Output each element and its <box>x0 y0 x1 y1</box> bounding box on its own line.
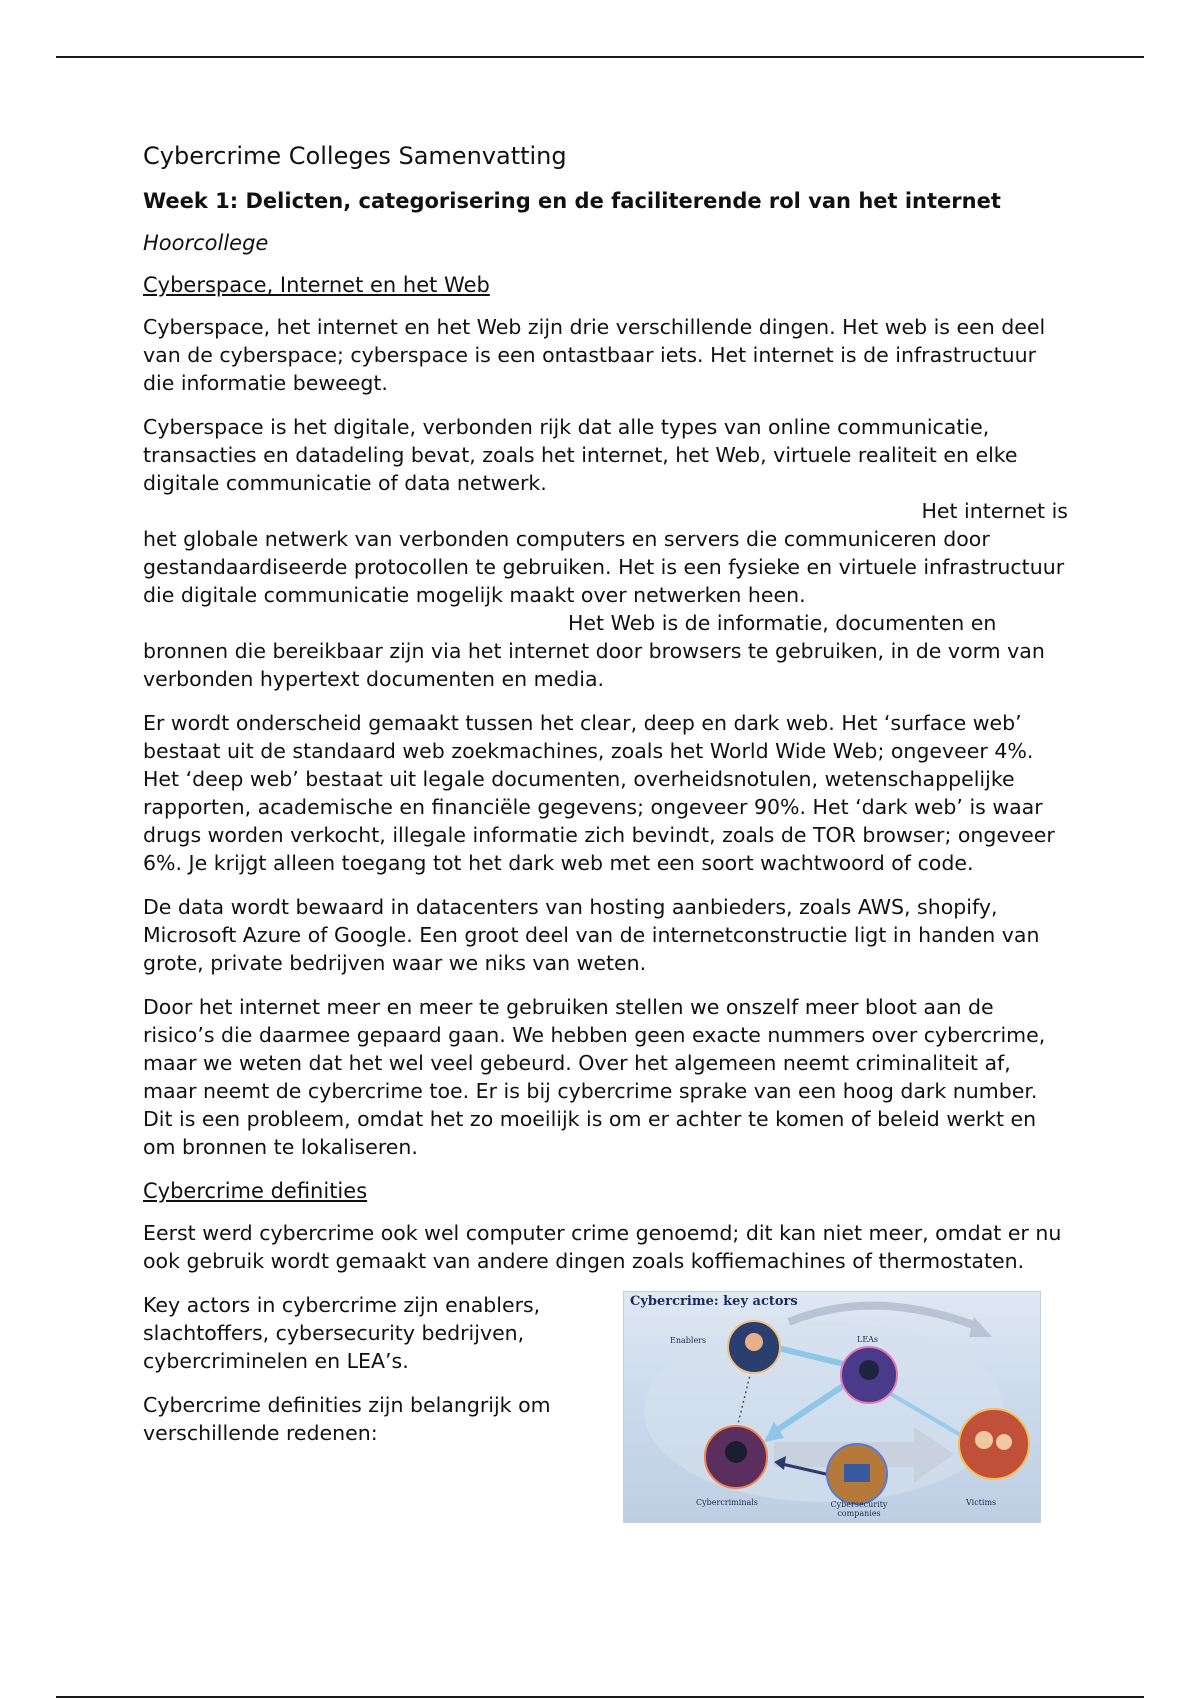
section-heading-cyberspace: Cyberspace, Internet en het Web <box>143 273 490 297</box>
paragraph-text: bronnen die bereikbaar zijn via het internet door browsers te gebruiken, in de vorm van verbonden hypertext documenten en media. <box>143 639 1045 691</box>
paragraph-text: Cyberspace is het digitale, verbonden rijk dat alle types van online communicatie, transacties en datadeling bevat, zoals het internet, het Web, virtuele realiteit en elke digitale communicatie of data netwerk. <box>143 415 1018 495</box>
figure-label-enablers: Enablers <box>670 1336 707 1345</box>
week-heading: Week 1: Delicten, categorisering en de faciliterende rol van het internet <box>143 189 1001 213</box>
figure-label-cybercriminals: Cybercriminals <box>696 1498 758 1507</box>
lecture-type: Hoorcollege <box>143 231 269 255</box>
paragraph: Cybercrime definities zijn belangrijk om verschillende redenen: <box>143 1393 551 1445</box>
key-actors-figure <box>623 1291 1041 1523</box>
figure-label-line: companies <box>837 1509 881 1518</box>
paragraph: Door het internet meer en meer te gebruiken stellen we onszelf meer bloot aan de risico’s die daarmee gepaard gaan. We hebben geen exacte nummers over cybercrime, maar we weten dat het wel veel gebeurd. Over het algemeen neemt criminaliteit af, maar neemt de cybercrime toe. Er is bij cybercrime sprake van een hoog dark number. Dit is een probleem, omdat het zo moeilijk is om er achter te komen of beleid werkt en om bronnen te lokaliseren. <box>143 995 1046 1159</box>
bottom-rule <box>56 1696 1144 1698</box>
paragraph: Er wordt onderscheid gemaakt tussen het clear, deep en dark web. Het ‘surface web’ bestaat uit de standaard web zoekmachines, zoals het World Wide Web; ongeveer 4%. Het ‘deep web’ bestaat uit legale documenten, overheidsnotulen, wetenschappelijke rapporten, academische en financiële gegevens; ongeveer 90%. Het ‘dark web’ is waar drugs worden verkocht, illegale informatie zich bevindt, zoals de TOR browser; ongeveer 6%. Je krijgt alleen toegang tot het dark web met een soort wachtwoord of code. <box>143 711 1055 875</box>
figure-label-leas: LEAs <box>857 1335 879 1344</box>
figure-label-cybersecurity <box>829 1500 889 1518</box>
left-column <box>143 1291 603 1463</box>
paragraph-text: Het Web is de informatie, documenten en <box>568 611 997 635</box>
document-body <box>143 140 1068 1531</box>
document-title: Cybercrime Colleges Samenvatting <box>143 142 567 170</box>
section-heading-definitions: Cybercrime definities <box>143 1179 368 1203</box>
key-actors-diagram <box>624 1292 1040 1522</box>
figure-label-victims: Victims <box>966 1498 997 1507</box>
paragraph: Eerst werd cybercrime ook wel computer crime genoemd; dit kan niet meer, omdat er nu ook gebruik wordt gemaakt van andere dingen zoals koffiemachines of thermostaten. <box>143 1221 1062 1273</box>
paragraph: De data wordt bewaard in datacenters van hosting aanbieders, zoals AWS, shopify, Microsoft Azure of Google. Een groot deel van de internetconstructie ligt in handen van grote, private bedrijven waar we niks van weten. <box>143 895 1040 975</box>
top-rule <box>56 56 1144 58</box>
paragraph-text: het globale netwerk van verbonden computers en servers die communiceren door gestandaardiseerde protocollen te gebruiken. Het is een fysieke en virtuele infrastructuur die digitale communicatie mogelijk maakt over netwerken heen. <box>143 527 1065 607</box>
paragraph-cyberspace-definitions <box>143 413 1068 693</box>
figure-title: Cybercrime: key actors <box>630 1294 798 1309</box>
paragraph-text: Het internet is <box>921 499 1068 523</box>
paragraph: Key actors in cybercrime zijn enablers, slachtoffers, cybersecurity bedrijven, cybercriminelen en LEA’s. <box>143 1293 541 1373</box>
figure-label-line: Cybersecurity <box>830 1500 888 1509</box>
paragraph: Cyberspace, het internet en het Web zijn drie verschillende dingen. Het web is een deel van de cyberspace; cyberspace is een ontastbaar iets. Het internet is de infrastructuur die informatie beweegt. <box>143 315 1046 395</box>
two-column-block <box>143 1291 1068 1531</box>
victims-avatar <box>959 1409 1029 1479</box>
